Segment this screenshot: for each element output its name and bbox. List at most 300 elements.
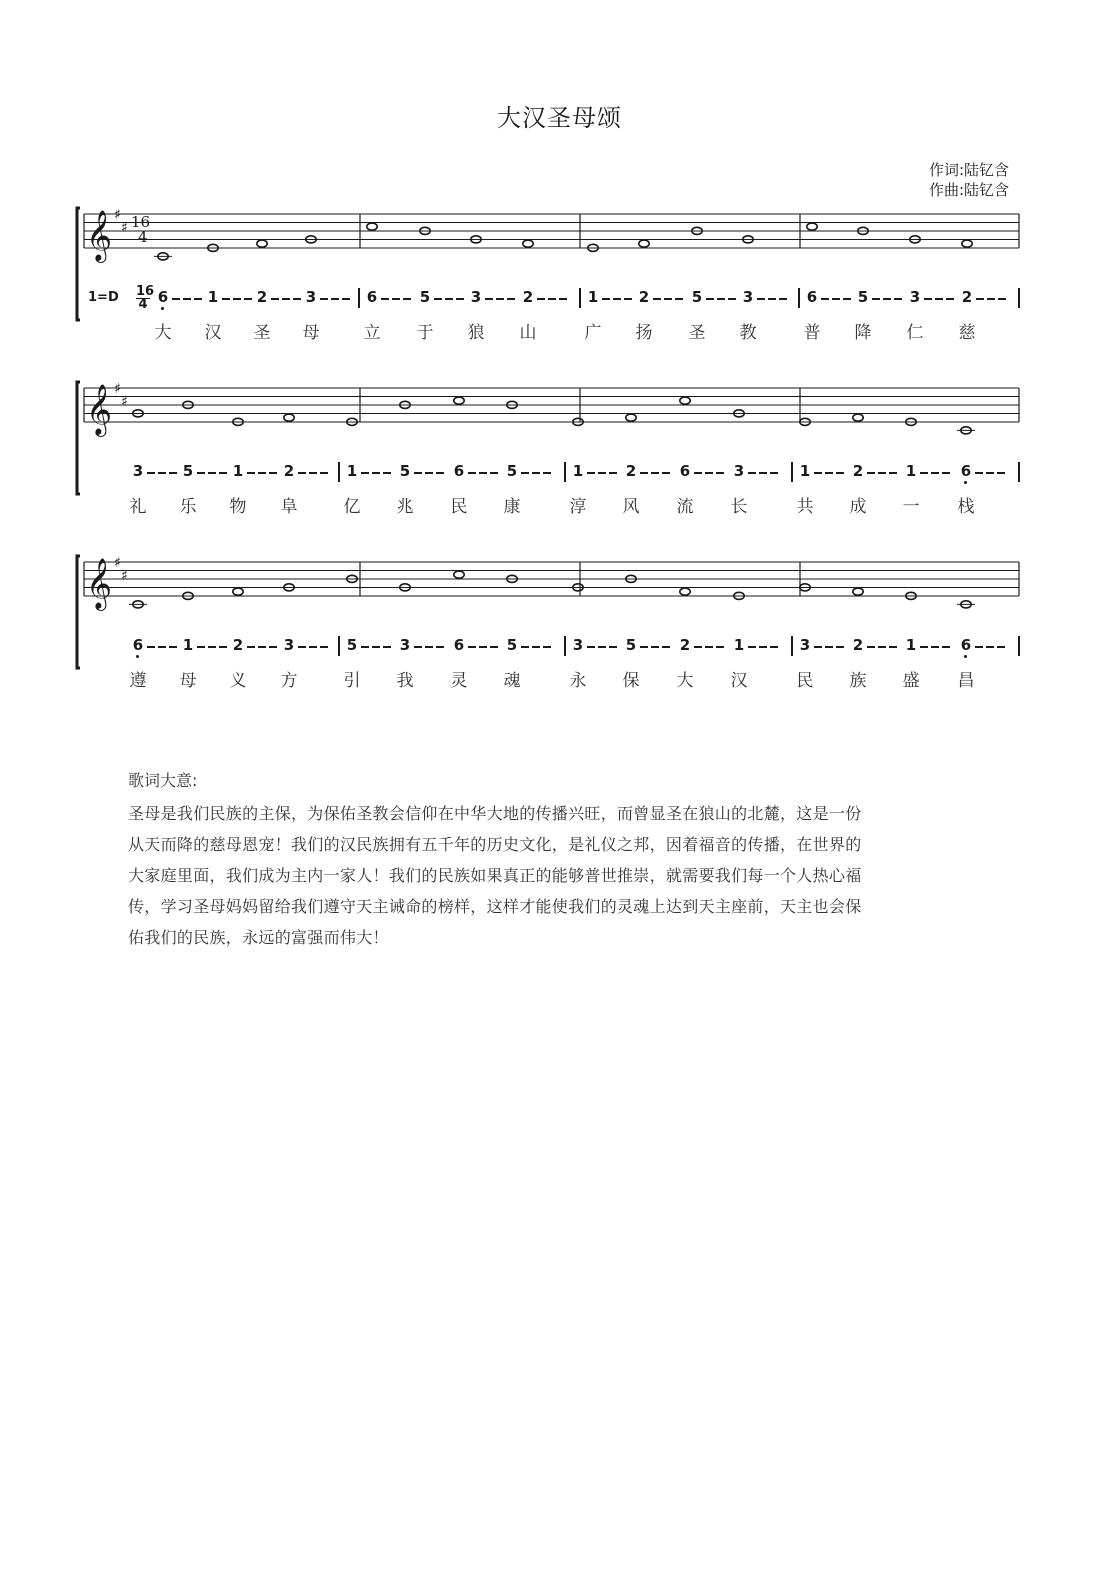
whole-note (639, 240, 649, 247)
jianpu-dash (748, 472, 756, 474)
jianpu-note (469, 288, 483, 306)
jianpu-dash (158, 646, 166, 648)
whole-note (284, 414, 294, 421)
jianpu-digit: 3 (572, 636, 584, 654)
jianpu-dash (598, 472, 606, 474)
lyric-syllable: 方 (280, 671, 298, 691)
jianpu-digit: 6 (453, 462, 465, 480)
jianpu-dash (931, 646, 939, 648)
jianpu-note (856, 288, 870, 306)
lyric-syllable: 乐 (179, 497, 197, 517)
jianpu-digit: 5 (506, 636, 518, 654)
jianpu-note (282, 636, 296, 654)
jianpu-dash (986, 646, 994, 648)
jianpu-dash (521, 472, 529, 474)
lyric-syllable: 民 (796, 671, 814, 691)
jianpu-dash (309, 646, 317, 648)
whole-note (962, 240, 972, 247)
jianpu-note (365, 288, 379, 306)
jianpu-barline (358, 288, 360, 308)
jianpu-dash (331, 298, 339, 300)
jianpu-dash (987, 298, 995, 300)
lyric-syllable: 亿 (343, 497, 361, 517)
jianpu-dash (814, 646, 822, 648)
whole-note (257, 240, 267, 247)
lyric-syllable: 民 (450, 497, 468, 517)
jianpu-dash (878, 646, 886, 648)
jianpu-dash (836, 472, 844, 474)
jianpu-note (904, 462, 918, 480)
jianpu-note (282, 462, 296, 480)
jianpu-dash (748, 646, 756, 648)
jianpu-digit: 5 (399, 462, 411, 480)
jianpu-digit: 2 (522, 288, 534, 306)
jianpu-dash (222, 298, 230, 300)
lyric-syllable: 降 (854, 323, 872, 343)
jianpu-digit: 5 (419, 288, 431, 306)
jianpu-dash (194, 298, 202, 300)
jianpu-dash (998, 298, 1006, 300)
jianpu-note (637, 288, 651, 306)
sharp-icon: ♯ (114, 207, 121, 223)
lyric-syllable: 遵 (129, 671, 147, 691)
jianpu-note (960, 288, 974, 306)
jianpu-dash (479, 646, 487, 648)
jianpu-note (452, 462, 466, 480)
jianpu-digit: 1 (346, 462, 358, 480)
jianpu-dash (269, 472, 277, 474)
jianpu-dash (662, 646, 670, 648)
jianpu-digit: 3 (742, 288, 754, 306)
sharp-icon: ♯ (114, 555, 121, 571)
jianpu-dash (197, 472, 205, 474)
jianpu-dash (208, 646, 216, 648)
jianpu-barline (338, 462, 340, 482)
jianpu-note (851, 636, 865, 654)
jianpu-dash (219, 472, 227, 474)
jianpu-digit: 1 (733, 636, 745, 654)
lyric-syllable: 仁 (906, 323, 924, 343)
staff-svg (0, 200, 1119, 330)
lyric-syllable: 一 (902, 497, 920, 517)
treble-clef-icon: 𝄞 (86, 558, 113, 609)
jianpu-dash (997, 646, 1005, 648)
jianpu-dash (664, 298, 672, 300)
sharp-icon: ♯ (114, 381, 121, 397)
score-system (0, 200, 1119, 380)
lyric-syllable: 汉 (730, 671, 748, 691)
jianpu-dash (598, 646, 606, 648)
whole-note (680, 397, 690, 404)
jianpu-dash (183, 298, 191, 300)
jianpu-dash (770, 472, 778, 474)
lyric-syllable: 普 (803, 323, 821, 343)
jianpu-dash (716, 472, 724, 474)
jianpu-digit: 1 (587, 288, 599, 306)
lyric-syllable: 康 (503, 497, 521, 517)
jianpu-dash (425, 472, 433, 474)
sharp-icon: ♯ (121, 219, 128, 236)
jianpu-note (571, 636, 585, 654)
jianpu-note (586, 288, 600, 306)
jianpu-dash (383, 646, 391, 648)
jianpu-digit: 3 (305, 288, 317, 306)
jianpu-dash (532, 646, 540, 648)
jianpu-note (131, 462, 145, 480)
jianpu-barline (579, 288, 581, 308)
low-octave-dot (161, 307, 164, 310)
jianpu-dash (490, 646, 498, 648)
lyric-syllable: 大 (154, 323, 172, 343)
jianpu-dash (613, 298, 621, 300)
jianpu-dash (975, 646, 983, 648)
whole-note (853, 588, 863, 595)
jianpu-dash (456, 298, 464, 300)
jianpu-barline (791, 636, 793, 656)
jianpu-dash (653, 298, 661, 300)
jianpu-dash (768, 298, 776, 300)
lyric-syllable: 淳 (569, 497, 587, 517)
jianpu-note (181, 636, 195, 654)
jianpu-dash (298, 472, 306, 474)
lyric-syllable: 圣 (688, 323, 706, 343)
jianpu-dash (548, 298, 556, 300)
lyric-syllable: 成 (849, 497, 867, 517)
lyric-syllable: 慈 (958, 323, 976, 343)
jianpu-dash (779, 298, 787, 300)
jianpu-note (690, 288, 704, 306)
staff-svg (0, 374, 1119, 504)
lyric-syllable: 栈 (957, 497, 975, 517)
jianpu-dash (169, 646, 177, 648)
lyric-syllable: 立 (363, 323, 381, 343)
jianpu-digit: 1 (232, 462, 244, 480)
jianpu-time-bottom: 4 (136, 298, 150, 311)
jianpu-dash (543, 646, 551, 648)
jianpu-dash (158, 472, 166, 474)
jianpu-dash (361, 646, 369, 648)
jianpu-dash (414, 472, 422, 474)
jianpu-barline (1018, 636, 1020, 656)
jianpu-note (452, 636, 466, 654)
jianpu-dash (298, 646, 306, 648)
jianpu-digit: 6 (960, 636, 972, 654)
jianpu-note (231, 462, 245, 480)
jianpu-digit: 5 (182, 462, 194, 480)
lyric-syllable: 山 (519, 323, 537, 343)
jianpu-dash (825, 472, 833, 474)
jianpu-dash (587, 472, 595, 474)
sharp-icon: ♯ (121, 393, 128, 410)
jianpu-dash (208, 472, 216, 474)
whole-note (367, 223, 377, 230)
jianpu-dash (282, 298, 290, 300)
jianpu-dash (651, 646, 659, 648)
jianpu-dash (197, 646, 205, 648)
jianpu-note (398, 462, 412, 480)
lyric-syllable: 母 (179, 671, 197, 691)
jianpu-dash (706, 298, 714, 300)
jianpu-dash (920, 472, 928, 474)
jianpu-dash (258, 472, 266, 474)
jianpu-dash (843, 298, 851, 300)
jianpu-barline (564, 462, 566, 482)
jianpu-dash (867, 472, 875, 474)
jianpu-dash (759, 646, 767, 648)
jianpu-dash (825, 646, 833, 648)
lyric-syllable: 于 (416, 323, 434, 343)
jianpu-dash (543, 472, 551, 474)
jianpu-note (624, 462, 638, 480)
jianpu-dash (309, 472, 317, 474)
jianpu-dash (651, 472, 659, 474)
jianpu-dash (147, 472, 155, 474)
jianpu-dash (587, 646, 595, 648)
jianpu-note (732, 462, 746, 480)
lyric-syllable: 昌 (957, 671, 975, 691)
jianpu-note (398, 636, 412, 654)
jianpu-dash (436, 646, 444, 648)
jianpu-digit: 2 (232, 636, 244, 654)
jianpu-digit: 6 (960, 462, 972, 480)
jianpu-dash (640, 472, 648, 474)
jianpu-dash (602, 298, 610, 300)
jianpu-dash (717, 298, 725, 300)
jianpu-note (131, 636, 145, 654)
lyric-syllable: 共 (796, 497, 814, 517)
system-bracket (77, 382, 80, 494)
explanation-line: 圣母是我们民族的主保，为保佑圣教会信仰在中华大地的传播兴旺，而曾显圣在狼山的北麓，这是一份 (128, 804, 862, 823)
time-signature-bottom: 4 (138, 228, 148, 246)
jianpu-digit: 5 (857, 288, 869, 306)
jianpu-barline (791, 462, 793, 482)
jianpu-dash (320, 298, 328, 300)
jianpu-dash (342, 298, 350, 300)
jianpu-digit: 2 (638, 288, 650, 306)
jianpu-note (904, 636, 918, 654)
lyric-syllable: 我 (396, 671, 414, 691)
song-title: 大汉圣母颂 (497, 104, 622, 132)
jianpu-note (345, 462, 359, 480)
jianpu-note (959, 462, 973, 480)
jianpu-dash (169, 472, 177, 474)
jianpu-digit: 3 (470, 288, 482, 306)
credits (929, 160, 1009, 200)
explanation-heading: 歌词大意: (128, 771, 198, 790)
jianpu-dash (372, 646, 380, 648)
jianpu-dash (975, 472, 983, 474)
jianpu-dash (219, 646, 227, 648)
jianpu-dash (867, 646, 875, 648)
jianpu-dash (233, 298, 241, 300)
whole-note (626, 414, 636, 421)
jianpu-note (798, 462, 812, 480)
lyricist-credit: 作词:陆钇含 (928, 161, 1009, 179)
jianpu-barline (1018, 288, 1020, 308)
jianpu-note (505, 636, 519, 654)
time-signature-top: 16 (131, 213, 151, 231)
jianpu-dash (662, 472, 670, 474)
lyric-syllable: 族 (849, 671, 867, 691)
lyric-syllable: 狼 (467, 323, 485, 343)
jianpu-digit: 3 (909, 288, 921, 306)
jianpu-dash (920, 646, 928, 648)
jianpu-digit: 3 (132, 462, 144, 480)
jianpu-digit: 3 (733, 462, 745, 480)
jianpu-note (206, 288, 220, 306)
jianpu-dash (675, 298, 683, 300)
whole-note (853, 414, 863, 421)
jianpu-dash (559, 298, 567, 300)
lyric-syllable: 大 (676, 671, 694, 691)
jianpu-dash (436, 472, 444, 474)
lyric-syllable: 魂 (503, 671, 521, 691)
jianpu-note (304, 288, 318, 306)
lyric-syllable: 阜 (280, 497, 298, 517)
jianpu-dash (507, 298, 515, 300)
jianpu-note (571, 462, 585, 480)
jianpu-dash (997, 472, 1005, 474)
jianpu-dash (976, 298, 984, 300)
jianpu-note (505, 462, 519, 480)
explanation-line: 大家庭里面，我们成为主内一家人！我们的民族如果真正的能够普世推崇，就需要我们每一个人热心福 (128, 866, 862, 885)
system-bracket (77, 556, 80, 668)
jianpu-dash (247, 646, 255, 648)
jianpu-dash (878, 472, 886, 474)
sharp-icon: ♯ (121, 567, 128, 584)
jianpu-note (798, 636, 812, 654)
jianpu-dash (247, 472, 255, 474)
jianpu-barline (1018, 462, 1020, 482)
jianpu-note (732, 636, 746, 654)
jianpu-dash (821, 298, 829, 300)
low-octave-dot (964, 655, 967, 658)
jianpu-barline (564, 636, 566, 656)
jianpu-note (156, 288, 170, 306)
jianpu-digit: 6 (806, 288, 818, 306)
lyric-syllable: 引 (343, 671, 361, 691)
jianpu-dash (814, 472, 822, 474)
explanation-line: 佑我们的民族，永远的富强而伟大！ (128, 928, 389, 947)
jianpu-barline (798, 288, 800, 308)
lyric-syllable: 盛 (902, 671, 920, 691)
jianpu-dash (403, 298, 411, 300)
jianpu-dash (935, 298, 943, 300)
jianpu-digit: 1 (905, 636, 917, 654)
jianpu-dash (521, 646, 529, 648)
jianpu-note (741, 288, 755, 306)
treble-clef-icon: 𝄞 (86, 384, 113, 435)
jianpu-digit: 2 (625, 462, 637, 480)
lyric-syllable: 保 (622, 671, 640, 691)
jianpu-digit: 2 (283, 462, 295, 480)
low-octave-dot (136, 655, 139, 658)
jianpu-digit: 1 (572, 462, 584, 480)
score-system (0, 548, 1119, 728)
jianpu-dash (894, 298, 902, 300)
whole-note (233, 588, 243, 595)
jianpu-dash (694, 646, 702, 648)
jianpu-dash (271, 298, 279, 300)
jianpu-dash (836, 646, 844, 648)
jianpu-dash (468, 646, 476, 648)
jianpu-dash (832, 298, 840, 300)
jianpu-dash (147, 646, 155, 648)
jianpu-dash (728, 298, 736, 300)
jianpu-dash (361, 472, 369, 474)
jianpu-dash (924, 298, 932, 300)
jianpu-dash (485, 298, 493, 300)
jianpu-dash (479, 472, 487, 474)
jianpu-dash (490, 472, 498, 474)
jianpu-digit: 6 (679, 462, 691, 480)
jianpu-dash (872, 298, 880, 300)
jianpu-note (345, 636, 359, 654)
lyric-syllable: 灵 (450, 671, 468, 691)
whole-note (454, 571, 464, 578)
lyric-syllable: 母 (302, 323, 320, 343)
jianpu-digit: 5 (506, 462, 518, 480)
jianpu-dash (694, 472, 702, 474)
jianpu-dash (770, 646, 778, 648)
jianpu-dash (320, 472, 328, 474)
jianpu-dash (269, 646, 277, 648)
lyric-syllable: 物 (229, 497, 247, 517)
jianpu-dash (889, 646, 897, 648)
jianpu-digit: 3 (399, 636, 411, 654)
jianpu-dash (434, 298, 442, 300)
jianpu-dash (425, 646, 433, 648)
low-octave-dot (964, 481, 967, 484)
lyric-syllable: 流 (676, 497, 694, 517)
lyric-syllable: 风 (622, 497, 640, 517)
jianpu-digit: 2 (961, 288, 973, 306)
jianpu-note (908, 288, 922, 306)
jianpu-digit: 2 (852, 636, 864, 654)
jianpu-digit: 6 (132, 636, 144, 654)
jianpu-dash (624, 298, 632, 300)
score-system (0, 374, 1119, 554)
jianpu-dash (889, 472, 897, 474)
jianpu-dash (320, 646, 328, 648)
lyric-syllable: 永 (569, 671, 587, 691)
jianpu-dash (757, 298, 765, 300)
explanation-line: 从天而降的慈母恩宠！我们的汉民族拥有五千年的历史文化，是礼仪之邦，因着福音的传播，在世界的 (128, 835, 862, 854)
jianpu-digit: 1 (182, 636, 194, 654)
jianpu-dash (258, 646, 266, 648)
jianpu-digit: 2 (679, 636, 691, 654)
jianpu-dash (705, 472, 713, 474)
jianpu-dash (537, 298, 545, 300)
jianpu-dash (532, 472, 540, 474)
whole-note (807, 223, 817, 230)
jianpu-digit: 5 (625, 636, 637, 654)
jianpu-dash (609, 472, 617, 474)
jianpu-digit: 1 (207, 288, 219, 306)
explanation-line: 传，学习圣母妈妈留给我们遵守天主诫命的榜样，这样才能使我们的灵魂上达到天主座前，天主也会保 (128, 897, 862, 916)
lyric-syllable: 圣 (253, 323, 271, 343)
jianpu-note (851, 462, 865, 480)
lyrics-explanation (128, 765, 988, 953)
jianpu-dash (759, 472, 767, 474)
jianpu-dash (986, 472, 994, 474)
jianpu-dash (468, 472, 476, 474)
jianpu-time-signature (136, 284, 155, 312)
jianpu-dash (293, 298, 301, 300)
jianpu-digit: 1 (905, 462, 917, 480)
lyric-syllable: 教 (739, 323, 757, 343)
key-label: 1=D (88, 290, 119, 305)
